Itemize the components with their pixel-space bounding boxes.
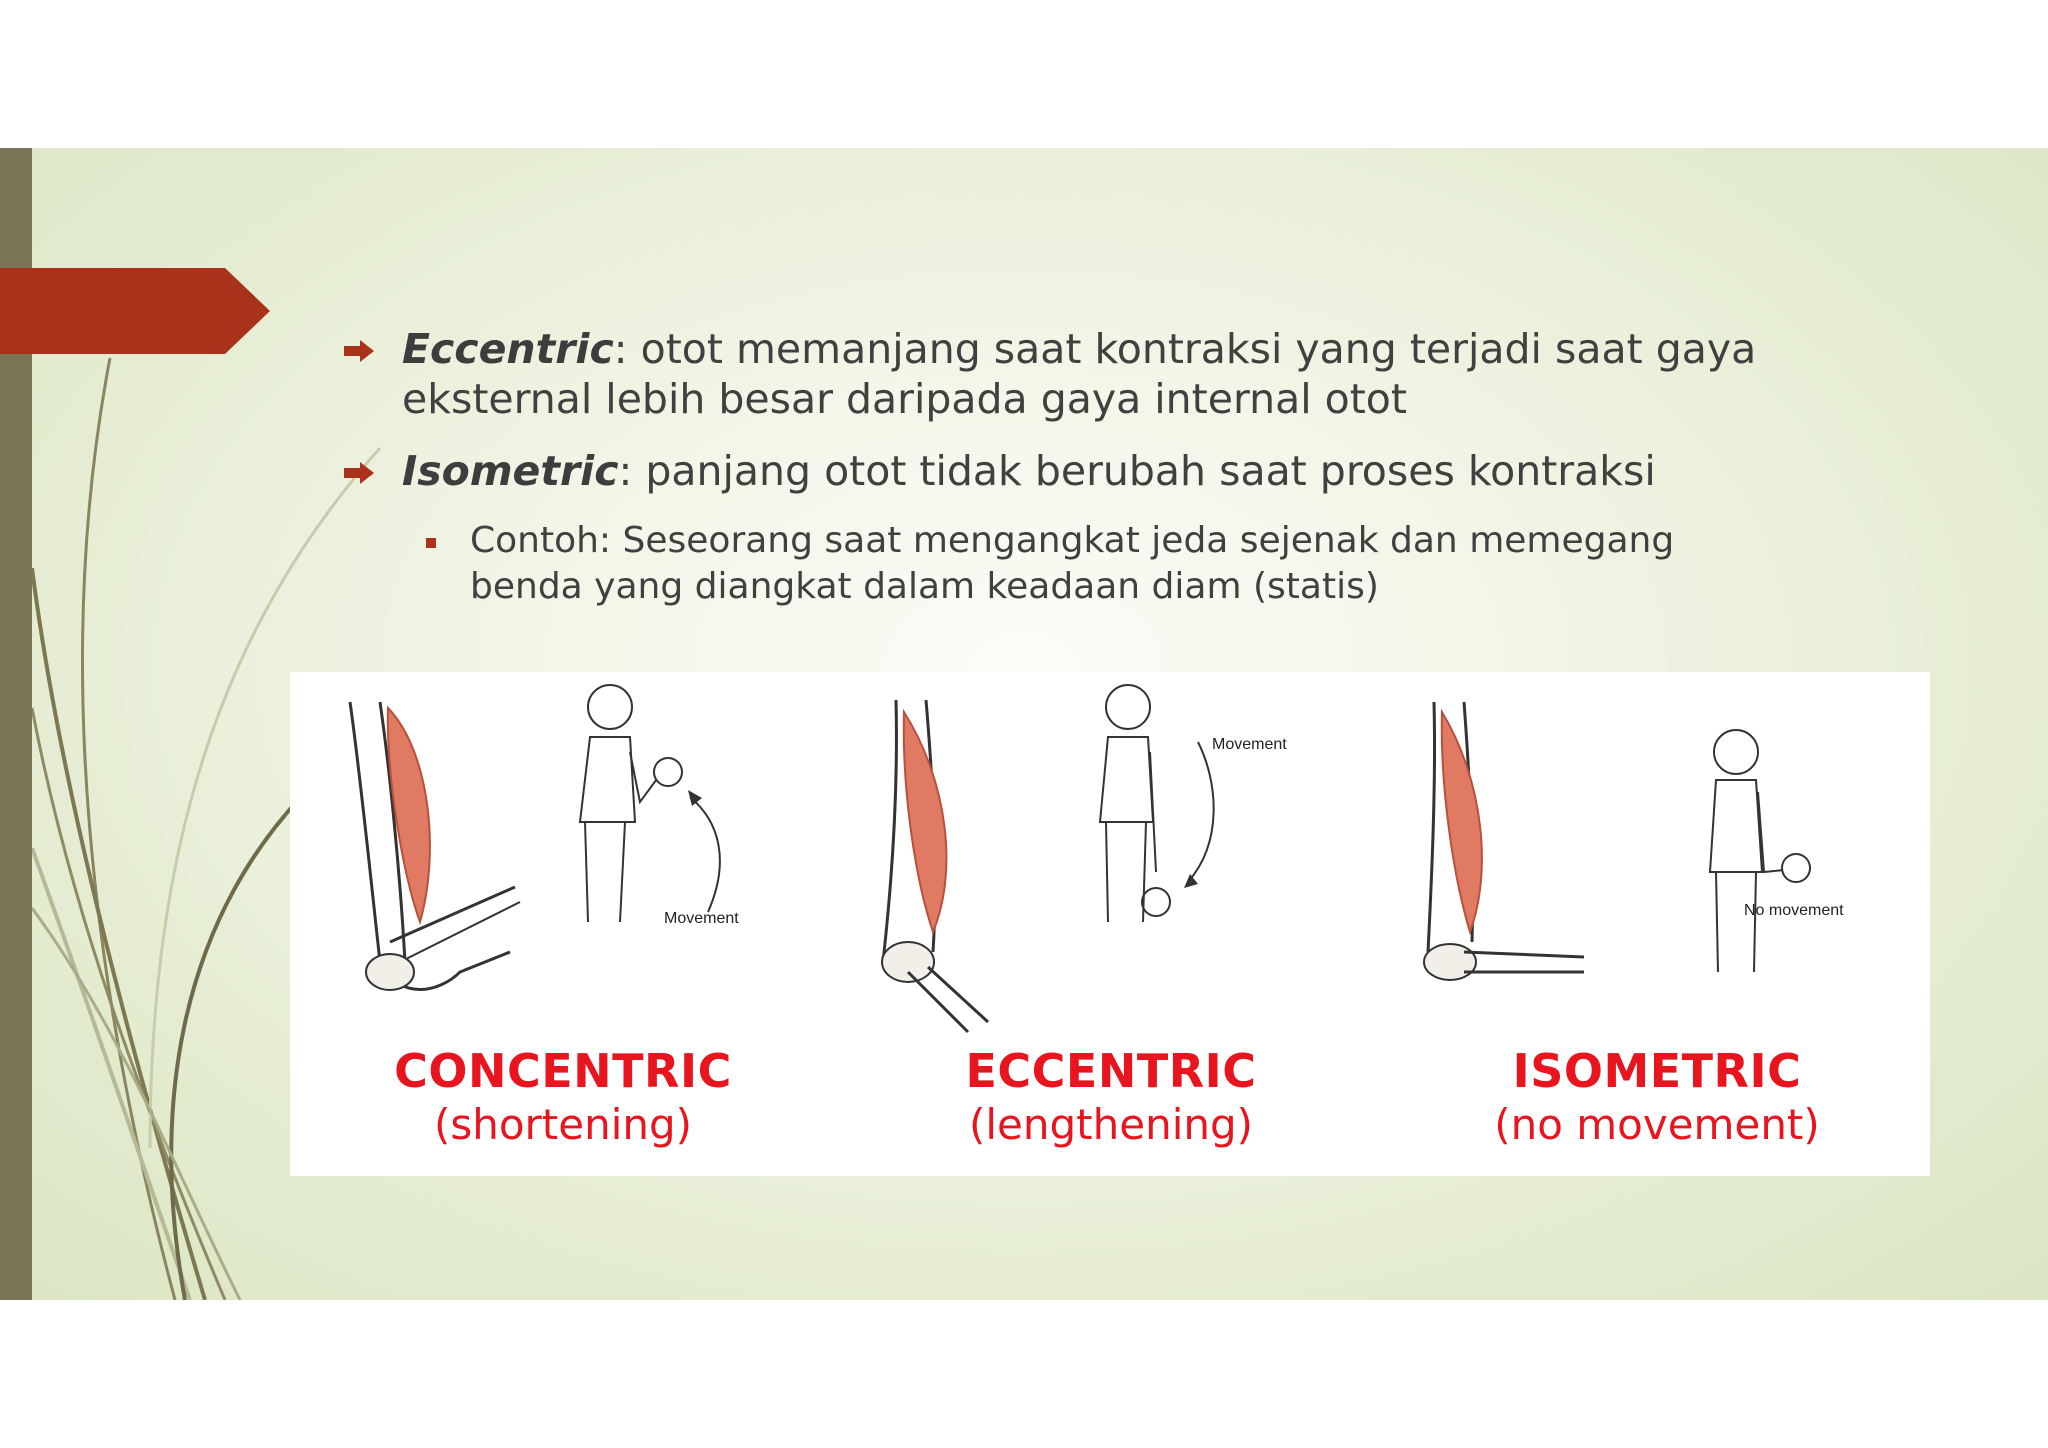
isometric-illustration: [1384, 672, 1930, 1052]
accent-arrow-shape: [0, 268, 270, 354]
slide: [0, 148, 2048, 1300]
bullet-list: [340, 324, 1760, 610]
bullet-arrow-icon: [344, 340, 374, 362]
bullet-isometric: [340, 446, 1760, 496]
panel-concentric: [290, 672, 836, 1176]
definition-eccentric: : otot memanjang saat kontraksi yang terjadi saat gaya eksternal lebih besar daripada gaya internal otot: [402, 325, 1757, 423]
term-eccentric: Eccentric: [402, 325, 614, 373]
panel-subtitle: (lengthening): [968, 1100, 1254, 1149]
movement-label: Movement: [1212, 736, 1287, 753]
movement-label: Movement: [664, 910, 739, 927]
bullet-arrow-icon: [344, 462, 374, 484]
bullet-eccentric: [340, 324, 1760, 424]
contraction-figure: [290, 672, 1930, 1176]
sub-bullet-example: [470, 518, 1760, 610]
panel-title: CONCENTRIC: [394, 1044, 732, 1098]
panel-title: ISOMETRIC: [1512, 1044, 1802, 1098]
definition-isometric: : panjang otot tidak berubah saat proses kontraksi: [618, 447, 1656, 495]
term-isometric: Isometric: [402, 447, 619, 495]
concentric-illustration: [290, 672, 836, 1052]
panel-title: ECCENTRIC: [965, 1044, 1257, 1098]
example-text: Contoh: Seseorang saat mengangkat jeda sejenak dan memegang benda yang diangkat dalam keadaan diam (statis): [470, 520, 1675, 607]
panel-subtitle: (no movement): [1494, 1100, 1820, 1149]
eccentric-illustration: [838, 672, 1384, 1052]
sub-bullet-square-icon: [426, 538, 436, 548]
no-movement-label: No movement: [1744, 902, 1844, 919]
panel-eccentric: [838, 672, 1384, 1176]
panel-subtitle: (shortening): [433, 1100, 693, 1149]
panel-isometric: [1384, 672, 1930, 1176]
